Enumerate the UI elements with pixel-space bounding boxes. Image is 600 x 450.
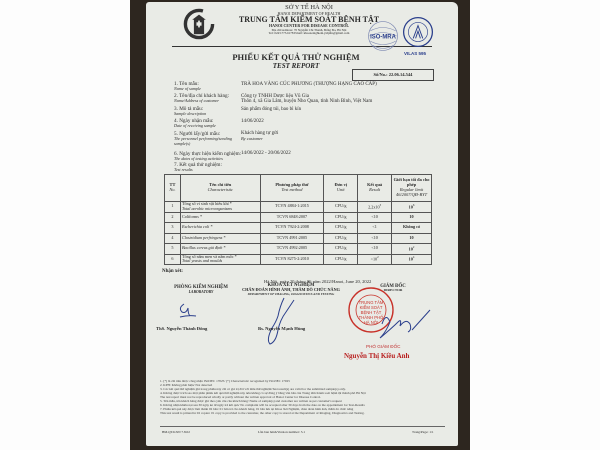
footer-divider	[160, 426, 445, 427]
page-number: Trang/Page: 1/1	[412, 430, 434, 434]
svg-text:BỆNH TẬT: BỆNH TẬT	[360, 310, 382, 315]
cell-no: 6	[165, 254, 181, 265]
cell-no: 5	[165, 244, 181, 255]
title-en: TEST REPORT	[272, 62, 320, 70]
cell-unit: CFU/g	[324, 212, 358, 223]
table-row	[165, 244, 432, 255]
cell-no: 1	[165, 202, 181, 213]
org-line1-en: HANOI DEPARTMENT OF HEALTH	[277, 10, 341, 16]
signature-dept	[258, 292, 298, 350]
table-row	[165, 233, 432, 244]
header-unit: Đơn vị Unit	[324, 175, 358, 202]
dept-title-2: CHẨN ĐOÁN HÌNH ẢNH, THĂM DÒ CHỨC NĂNG	[242, 287, 340, 293]
svg-text:HÀ NỘI: HÀ NỘI	[363, 320, 379, 325]
field-value-description: Sản phẩm đóng túi, bao bì kín	[241, 107, 302, 112]
cell-unit: CFU/g	[324, 254, 358, 265]
header-characteristic: Tên chỉ tiêu Characteristic	[180, 175, 260, 202]
org-line1: SỞ Y TẾ HÀ NỘI	[285, 4, 333, 11]
cell-no: 3	[165, 223, 181, 234]
header-result: Kết quả Result	[358, 175, 392, 202]
field-value-test-dates: 14/06/2022 - 20/06/2022	[241, 151, 291, 156]
field-value-sample-name: TRÀ HOA VÀNG CÚC PHƯƠNG (THƯỢNG HẠNG CAO CẤP)	[241, 82, 377, 87]
lab-title: PHÒNG KIỂM NGHIỆM	[174, 285, 228, 290]
footnote: 7. Phiếu kết quả này được làm thành 02 bản: 01 bản trả cho khách hàng, 01 bản lưu tại Khoa Xét Nghiệm, chẩn đoán hình ảnh, thăm dò chức năng	[160, 407, 354, 411]
cell-name: Tổng số vi sinh vật hiếu khí * Total aerobic microorganisms	[180, 202, 260, 213]
cell-name: Clostridium perfringens *	[180, 233, 260, 244]
cell-result: <1	[358, 223, 392, 234]
cell-limit: 10	[392, 212, 432, 223]
cell-name: Escherichia coli *	[180, 223, 260, 234]
field-value-sender: Khách hàng tự gửi By customer	[241, 131, 279, 141]
footnote: 1. (*) là chỉ tiêu được công nhận ISO/IEC 17025/ (*) Characteristic recognized by ISO/IEC 17025	[160, 380, 290, 383]
table-header-row	[165, 175, 432, 202]
org-address: Địa chỉ/Address: 70 Nguyễn Chí Thanh, Đống Đa, Hà Nội	[271, 27, 347, 32]
footnote: 3. Các kết quả thử nghiệm ghi trong phiếu này chỉ có giá trị đối với mẫu thử nghiệm/Test result(s) are valid for the submitted sample(s) only.	[160, 387, 346, 391]
footnote: 2. KPH: Không phát hiện/ Not detected	[160, 383, 213, 387]
signing-date: Hà Nội, ngày 20 tháng 06 năm 2022/Hanoi, June 20, 2022	[264, 279, 372, 284]
org-name-en: HANOI CENTER FOR DISEASE CONTROL	[268, 23, 349, 29]
field-value-customer: Công ty TNHH Dược liệu Vũ Gia Thôn 4, xã Gia Lâm, huyện Nho Quan, tỉnh Ninh Bình, Việt Nam	[241, 94, 373, 104]
field-label-customer: 2. Tên/địa chỉ khách hàng: Name/Address of customer	[174, 93, 230, 103]
organization-header	[234, 5, 384, 35]
cell-result: <10	[358, 233, 392, 244]
cell-result: <10	[358, 212, 392, 223]
report-title	[206, 52, 386, 70]
svg-text:THÀNH PHỐ: THÀNH PHỐ	[358, 315, 384, 320]
cell-unit: CFU/g	[324, 233, 358, 244]
footnote: 5. Tên mẫu, tên khách hàng được ghi theo yêu cầu của khách hàng/ Name of sample(s) and customer are written as per customer's request	[160, 399, 342, 403]
field-label-received-date: 4. Ngày nhận mẫu: Date of receiving sample	[174, 118, 216, 128]
footnote: 4. Không được trích sao một phần phiếu kết quả thử nghiệm này nếu không có sự đồng ý bằng văn bản của Trung tâm Kiểm soát bệnh tật thành phố Hà Nội	[160, 391, 366, 395]
header-limit: Giới hạn tối đa cho phép Regular limit 46/2007/QĐ-BYT	[392, 175, 432, 202]
dept-title-en: DEPARTMENT OF IMAGING, DIAGNOSTICS AND TESTING	[247, 291, 335, 296]
cell-result: $2,2x10^3$	[358, 202, 392, 213]
cell-limit: Không có	[392, 223, 432, 234]
lab-title-en: LABORATORY	[188, 290, 214, 295]
table-row	[165, 254, 432, 265]
field-label-results: 7. Kết quả thử nghiệm: Test results	[174, 162, 222, 172]
director-block	[368, 284, 418, 293]
field-label-sender: 5. Người lấy/gửi mẫu: The personnel performing/sending sample(s)	[174, 131, 232, 146]
director-title: GIÁM ĐỐC	[380, 284, 406, 289]
cell-no: 4	[165, 233, 181, 244]
title-vi: PHIẾU KẾT QUẢ THỬ NGHIỆM	[232, 52, 360, 62]
footnote: 6. Không nhận khiếu nại sau 30 ngày kể từ ngày trả kết quả/ No complaint will be accepted after 30 days from the date on the appointment for Test-Results	[160, 403, 365, 407]
vilas-code: VILAS 595	[404, 51, 427, 56]
org-name: TRUNG TÂM KIỂM SOÁT BỆNH TẬT	[238, 15, 380, 24]
cell-no: 2	[165, 212, 181, 223]
table-row	[165, 212, 432, 223]
cell-method: TCVN 4991:2005	[260, 233, 324, 244]
test-report-document	[146, 2, 458, 446]
cell-name: Bacillus cereus giả định *	[180, 244, 260, 255]
cell-method: TCVN 7924-2:2008	[260, 223, 324, 234]
accreditation-seal-icon	[402, 16, 434, 48]
signature-lab	[176, 300, 198, 320]
cell-limit: 10	[392, 233, 432, 244]
hanoi-cdc-logo	[182, 7, 216, 41]
cell-name: Coliforms *	[180, 212, 260, 223]
footnote: The test report must not be reproduced wholly or partly without the written approval of Hanoi Center for Disease Control.	[160, 395, 321, 399]
header-method: Phương pháp thử Test method	[260, 175, 324, 202]
org-contact: Tel: 0243.773.6178 Email: khoaxetnghiem.ytdphn@gmail.com	[268, 30, 350, 35]
cell-result: $<10^2$	[358, 254, 392, 265]
field-label-sample-name: 1. Tên mẫu: Name of sample	[174, 81, 201, 91]
version-number: Lần ban hành/Version number: 3.1	[258, 430, 305, 434]
cell-limit: $10^2$	[392, 244, 432, 255]
cell-unit: CFU/g	[324, 244, 358, 255]
cell-limit: $10^6$	[392, 202, 432, 213]
remarks-label: Nhận xét:	[162, 269, 183, 274]
field-label-test-dates: 6. Ngày thực hiện kiểm nghiệm: The dates of testing activities	[174, 151, 242, 161]
cell-method: TCVN 4992:2005	[260, 244, 324, 255]
field-label-description: 3. Mô tả mẫu: Sample description	[174, 106, 207, 116]
cell-unit: CFU/g	[324, 223, 358, 234]
lab-signature-block	[166, 285, 236, 294]
cell-result: <10	[358, 244, 392, 255]
dept-signer-name: Bs. Nguyễn Mạnh Hùng	[258, 326, 306, 331]
footnotes	[160, 380, 445, 416]
header-no: TT No.	[165, 175, 181, 202]
cell-method: TCVN 4884-1:2015	[260, 202, 324, 213]
cell-method: TCVN 8275-2:2010	[260, 254, 324, 265]
table-row	[165, 223, 432, 234]
lab-signer-name: ThS. Nguyễn Thành Đông	[156, 326, 208, 331]
iso-mra-seal-icon	[366, 19, 400, 53]
table-row	[165, 202, 432, 213]
seal1-text: ISO-MRA	[370, 34, 396, 41]
deputy-director-title: PHÓ GIÁM ĐỐC	[366, 344, 401, 349]
field-value-received-date: 14/06/2022	[241, 119, 264, 124]
director-title-en: DIRECTOR	[383, 288, 403, 293]
cell-unit: CFU/g	[324, 202, 358, 213]
dept-title: KHOA XÉT NGHIỆM	[267, 283, 315, 288]
cell-method: TCVN 6848:2007	[260, 212, 324, 223]
deputy-director-name: Nguyễn Thị Kiều Anh	[344, 352, 410, 360]
footnote: This test result is printed in 02 copies: 01 copy is provided to the customer, the other copy is stored at the Department of Imaging, Diagnostics and Testing.	[160, 411, 365, 415]
cell-name: Tổng số nấm men và nấm mốc * Total yeasts and moulds	[180, 254, 260, 265]
report-number: Số/No.: 22.06.14.544	[352, 69, 434, 81]
svg-text:KIỂM SOÁT: KIỂM SOÁT	[359, 305, 383, 310]
svg-text:TRUNG TÂM: TRUNG TÂM	[358, 300, 384, 305]
cell-limit: $10^4$	[392, 254, 432, 265]
results-table	[164, 174, 432, 265]
signature-deputy-director	[372, 304, 432, 344]
form-code: BM.QT.KXN 7.8.02	[162, 430, 190, 434]
